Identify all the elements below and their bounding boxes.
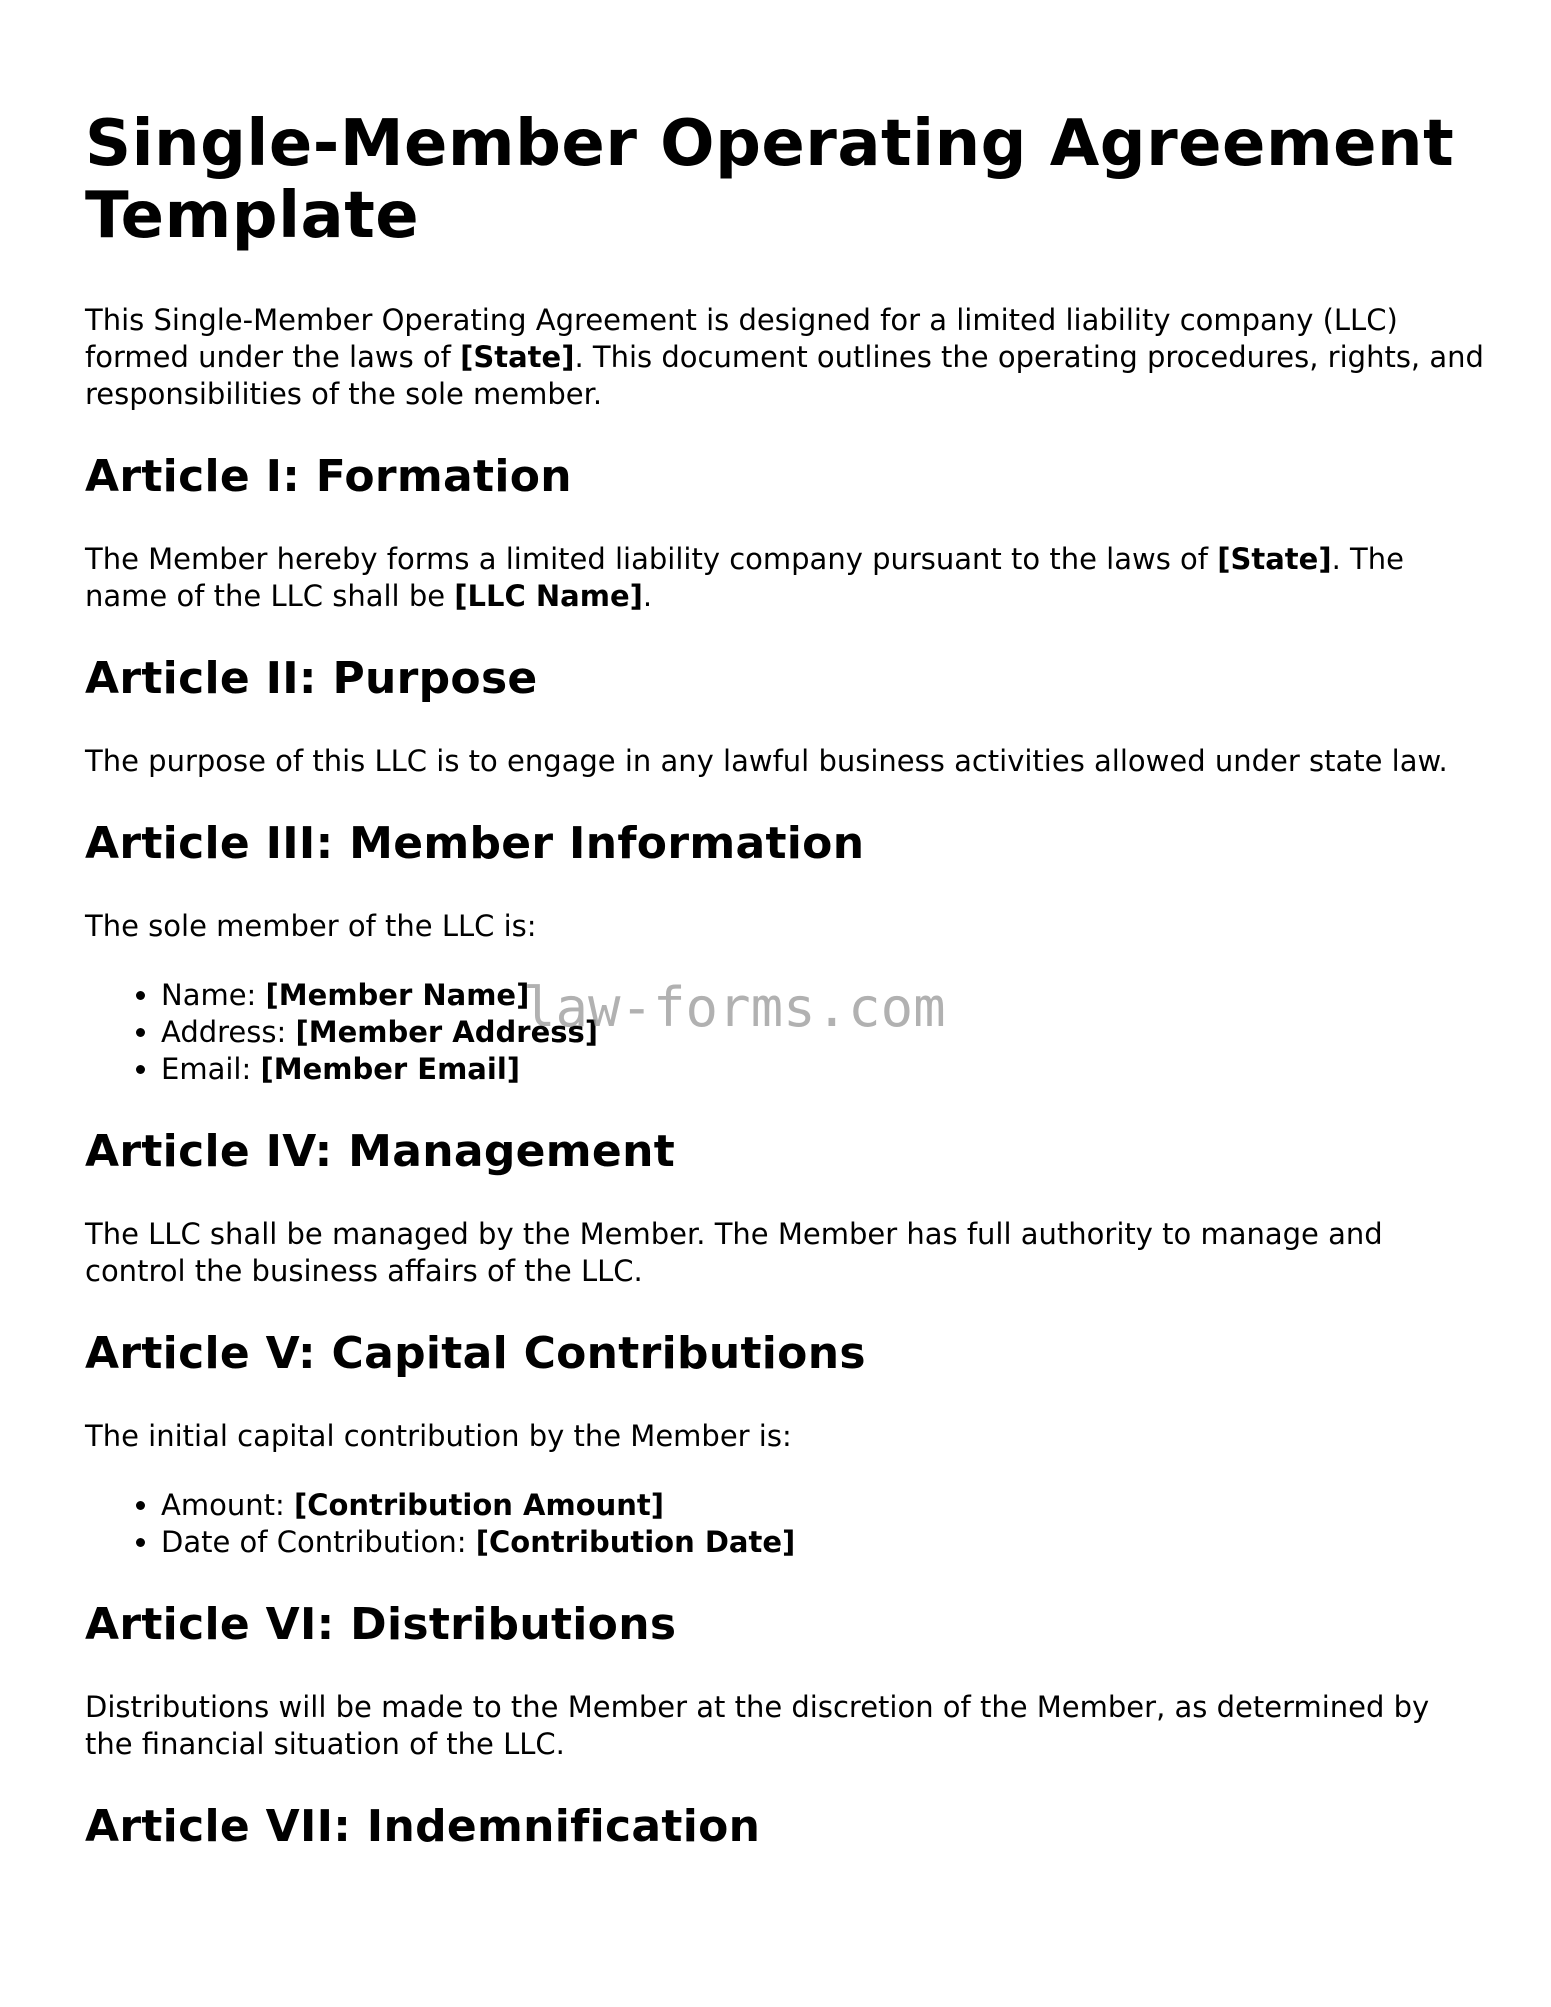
watermark: law-forms.com	[523, 976, 946, 1039]
member-email-placeholder: [Member Email]	[260, 1052, 521, 1086]
intro-state-placeholder: [State]	[460, 340, 575, 374]
intro-text-2: . This document outlines the operating procedures, rights, and responsibilities of the sole member.	[85, 340, 1484, 411]
member-name-placeholder: [Member Name]	[265, 978, 530, 1012]
member-name-label: Name:	[161, 978, 266, 1012]
article-7-heading: Article VII: Indemnification	[85, 1801, 761, 1852]
article-1-text-3: .	[642, 579, 653, 613]
article-3-paragraph: The sole member of the LLC is:	[85, 909, 537, 943]
article-1-llc-name-placeholder: [LLC Name]	[454, 579, 643, 613]
article-4-paragraph: The LLC shall be managed by the Member. The Member has full authority to manage and control the business affairs of the LLC.	[85, 1217, 1383, 1288]
article-1-paragraph	[85, 541, 1485, 615]
list-item	[161, 977, 1485, 1014]
article-2-paragraph: The purpose of this LLC is to engage in any lawful business activities allowed under state law.	[85, 744, 1448, 778]
article-2-heading: Article II: Purpose	[85, 653, 538, 704]
article-5-paragraph: The initial capital contribution by the Member is:	[85, 1419, 792, 1453]
contribution-date-label: Date of Contribution:	[161, 1525, 476, 1559]
article-3-heading: Article III: Member Information	[85, 818, 865, 869]
article-1-heading: Article I: Formation	[85, 451, 572, 502]
member-address-placeholder: [Member Address]	[295, 1015, 599, 1049]
list-item	[161, 1487, 1485, 1524]
article-6-paragraph: Distributions will be made to the Member at the discretion of the Member, as determined by the financial situation of the LLC.	[85, 1690, 1430, 1761]
list-item	[161, 1051, 1485, 1088]
article-5-heading: Article V: Capital Contributions	[85, 1328, 866, 1379]
contribution-list	[85, 1487, 1485, 1561]
intro-paragraph	[85, 302, 1485, 413]
article-1-state-placeholder: [State]	[1217, 542, 1332, 576]
member-address-label: Address:	[161, 1015, 296, 1049]
list-item	[161, 1524, 1485, 1561]
document-page	[85, 108, 1485, 1891]
list-item	[161, 1014, 1485, 1051]
contribution-amount-placeholder: [Contribution Amount]	[293, 1488, 665, 1522]
article-1-text-1: The Member hereby forms a limited liability company pursuant to the laws of	[85, 542, 1218, 576]
contribution-amount-label: Amount:	[161, 1488, 294, 1522]
article-4-heading: Article IV: Management	[85, 1126, 676, 1177]
article-6-heading: Article VI: Distributions	[85, 1599, 677, 1650]
intro-text-1: This Single-Member Operating Agreement is designed for a limited liability company (LLC) formed under the laws of	[85, 303, 1398, 374]
article-1-text-2: . The name of the LLC shall be	[85, 542, 1404, 613]
member-info-list	[85, 977, 1485, 1088]
contribution-date-placeholder: [Contribution Date]	[475, 1525, 796, 1559]
document-title: Single-Member Operating Agreement Template	[85, 107, 1455, 253]
member-email-label: Email:	[161, 1052, 261, 1086]
